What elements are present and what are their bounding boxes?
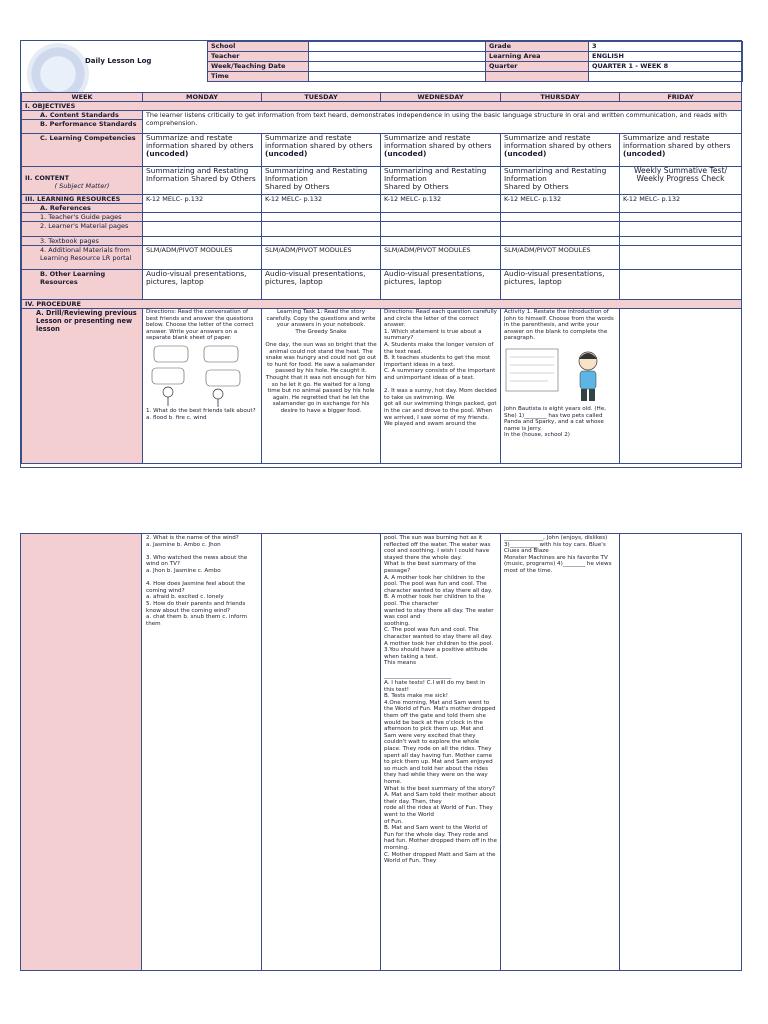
- monday-questions-continued: 2. What is the name of the wind? a. Jasmine b. Ambo c. Jhon 3. Who watched the news about the wind on TV? a. Jhon b. Jasmine c. Ambo 4. How does Jasmine feel about the coming wind? a. afraid b. excited c. lonely 5. How do their parents and friends know about the coming wind? a. chat them b. snub them c. inform them: [146, 535, 248, 627]
- textbook-label: 3. Textbook pages: [22, 237, 143, 246]
- resources-label: III. LEARNING RESOURCES: [22, 195, 143, 204]
- section-objectives: I. OBJECTIVES: [22, 102, 742, 111]
- section-procedure: IV. PROCEDURE: [22, 300, 742, 309]
- tuesday-procedure-cell: [262, 309, 381, 464]
- teachers-guide-label: 1. Teacher's Guide pages: [22, 213, 143, 222]
- log-title: Daily Lesson Log: [85, 57, 152, 65]
- competency-cell: Summarize and restate information shared by others (uncoded): [501, 134, 620, 167]
- day-header: TUESDAY: [262, 93, 381, 102]
- audio-cell: Audio-visual presentations, pictures, laptop: [262, 270, 381, 300]
- monday-directions: Directions: Read the conversation of best friends and answer the questions below. Choose the letter of the correct answer. Write your answers on a separate blank sheet of paper.: [146, 309, 254, 342]
- lesson-grid: [21, 92, 742, 464]
- header-label: Learning Area: [486, 52, 589, 62]
- slm-cell: SLM/ADM/PIVOT MODULES: [501, 246, 620, 270]
- header-value: 3: [589, 42, 743, 52]
- thursday-activity: Activity 1. Restate the introduction of John to himself. Choose from the words in the parenthesis, and write your answer on the blank to complete the paragraph.: [504, 309, 614, 342]
- melc-cell: K-12 MELC- p.132: [381, 195, 501, 213]
- melc-cell: K-12 MELC- p.132: [501, 195, 620, 213]
- competencies-label: C. Learning Competencies: [22, 134, 143, 167]
- header-label: Week/Teaching Date: [208, 62, 309, 72]
- slm-cell: SLM/ADM/PIVOT MODULES: [143, 246, 262, 270]
- competency-cell: Summarize and restate information shared by others (uncoded): [262, 134, 381, 167]
- day-header: WEEK: [22, 93, 143, 102]
- melc-cell: K-12 MELC- p.132: [620, 195, 742, 213]
- monday-question-1: 1. What do the best friends talk about? a. flood b. fire c. wind: [146, 407, 256, 421]
- header-value: [309, 52, 486, 62]
- header-label: Teacher: [208, 52, 309, 62]
- day-header: WEDNESDAY: [381, 93, 501, 102]
- lesson-log-page-1: [20, 40, 742, 468]
- slm-cell: SLM/ADM/PIVOT MODULES: [262, 246, 381, 270]
- audio-cell: Audio-visual presentations, pictures, laptop: [143, 270, 262, 300]
- content-label-cell: II. CONTENT ( Subject Matter): [22, 167, 143, 195]
- learners-material-label: 2. Learner's Material pages: [22, 222, 143, 237]
- header-value: [309, 42, 486, 52]
- wednesday-procedure-cell: [381, 309, 501, 464]
- competency-cell: Summarize and restate information shared by others (uncoded): [143, 134, 262, 167]
- audio-cell: Audio-visual presentations, pictures, laptop: [381, 270, 501, 300]
- content-cell: Summarizing and Restating Information Shared by Others: [143, 167, 262, 195]
- header-value: [309, 62, 486, 72]
- header-value: [309, 72, 486, 82]
- drill-label: A. Drill/Reviewing previous Lesson or presenting new lesson: [22, 309, 143, 464]
- lesson-log-page-2: [20, 533, 742, 971]
- content-standards-label: A. Content Standards: [22, 111, 143, 120]
- content-cell: Weekly Summative Test/ Weekly Progress Check: [620, 167, 742, 195]
- header-label: Quarter: [486, 62, 589, 72]
- slm-cell: SLM/ADM/PIVOT MODULES: [381, 246, 501, 270]
- thursday-paragraph-continued: ______________, John (enjoys, dislikes) 3)__________ with his toy cars. Blue's Clues and Blaze Monster Machines are his favorite TV (music, programs) 4)________ he views most of the time.: [504, 535, 612, 574]
- references-label: A. References: [22, 204, 143, 213]
- additional-materials-label: 4. Additional Materials from Learning Resource LR portal: [22, 246, 143, 270]
- header-value: QUARTER 1 - WEEK 8: [589, 62, 743, 72]
- melc-cell: K-12 MELC- p.132: [262, 195, 381, 213]
- header-label: School: [208, 42, 309, 52]
- monday-procedure-cell: [143, 309, 262, 464]
- standards-text: The learner listens critically to get information from text heard, demonstrates independence in using the basic language structure in oral and written communication, and reads with comprehension.: [143, 111, 742, 134]
- header-table: [207, 41, 743, 82]
- john-introduction-illustration: [504, 345, 614, 403]
- melc-cell: K-12 MELC- p.132: [143, 195, 262, 213]
- performance-standards-label: B. Performance Standards: [22, 120, 143, 134]
- competency-cell: Summarize and restate information shared by others (uncoded): [381, 134, 501, 167]
- day-header: FRIDAY: [620, 93, 742, 102]
- audio-cell: Audio-visual presentations, pictures, laptop: [501, 270, 620, 300]
- label-column: [21, 534, 142, 970]
- friends-conversation-illustration: [146, 344, 256, 408]
- content-cell: Summarizing and Restating Information Shared by Others: [501, 167, 620, 195]
- header-value: ENGLISH: [589, 52, 743, 62]
- thursday-paragraph: John Bautista is eight years old. (He, She) 1)________ has two pets called Panda and Sparky, and a cat whose name is Jerry. In the (house, school 2): [504, 405, 606, 439]
- thursday-procedure-cell: [501, 309, 620, 464]
- wednesday-questions-continued: pool. The sun was burning hot as it reflected off the water. The water was cool and soothing. I wish I could have stayed there the whole day. What is the best summary of the passage? A. A mother took her children to the pool. The pool was fun and cool. The character wanted to stay there all day. B. A mother took her children to the pool. The character wanted to stay there all day. The water was cool and soothing. C. The pool was fun and cool. The character wanted to stay there all day. A mother took her children to the pool. 3.You should have a positive attitude when taking a test. This means ________________________ A. I hate tests! C.I will do my best in this test! B. Tests make me sick! 4.One morning, Mat and Sam went to the World of Fun. Mat's mother dropped them off the gate and told them she would be back at five o'clock in the afternoon to pick them up. Mat and Sam were very excited that they couldn't wait to explore the whole place. They rode on all the rides. They spent all day having fun. Mother came to pick them up. Mat and Sam enjoyed so much and told her about the rides they had while they were on the way home. What is the best summary of the story? A. Mat and Sam told their mother about their day. Then, they rode all the rides at World of Fun. They went to the World of Fun. B. Mat and Sam went to the World of Fun for the whole day. They rode and had fun. Mother dropped them off in the morning. C. Mother dropped Matt and Sam at the World of Fun. They: [384, 535, 497, 865]
- day-header: MONDAY: [143, 93, 262, 102]
- wednesday-questions: Directions: Read each question carefully and circle the letter of the correct answer. 1. Which statement is true about a summary? A. Students make the longer version of the text read. B. It teaches students to get the most important ideas in a text. C. A summary consists of the important and unimportant ideas of a text. 2. It was a sunny, hot day. Mom decided to take us swimming. We got all our swimming things packed, got in the car and drove to the pool. When we arrived, I saw some of my friends. We played and swam around the: [384, 309, 497, 428]
- competency-cell: Summarize and restate information shared by others (uncoded): [620, 134, 742, 167]
- header-label: Time: [208, 72, 309, 82]
- tuesday-story: Learning Task 1: Read the story carefully. Copy the questions and write your answers in your notebook. The Greedy Snake One day, the sun was so bright that the animal could not stand the heat. The snake was hungry and could not go out to hunt for food. He saw a salamander passed by his hole. He caught it. Thought that it was not enough for him so he let it go. He waited for a long time but no animal passed by his hole again. He regretted that he let the salamander go in exchange for his desire to have a bigger food.: [265, 309, 377, 414]
- header-label: Grade: [486, 42, 589, 52]
- friday-procedure-cell: [620, 309, 742, 464]
- content-cell: Summarizing and Restating Information Shared by Others: [262, 167, 381, 195]
- day-header: THURSDAY: [501, 93, 620, 102]
- content-cell: Summarizing and Restating Information Shared by Others: [381, 167, 501, 195]
- other-resources-label: B. Other Learning Resources: [22, 270, 143, 300]
